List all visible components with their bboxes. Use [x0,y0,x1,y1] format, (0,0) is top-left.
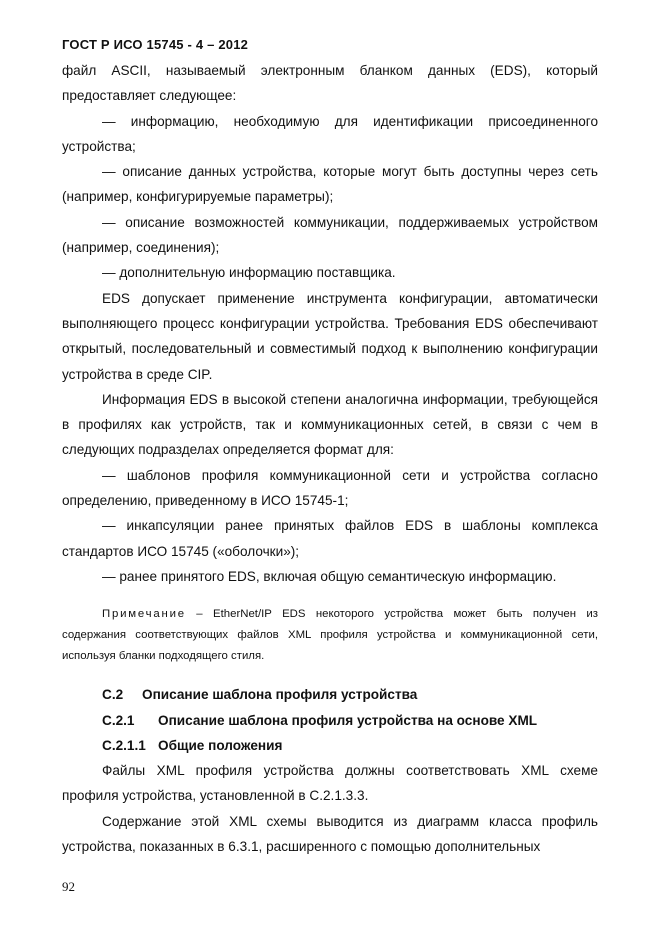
note-text: – EtherNet/IP EDS некоторого устройства может быть получен из содержания соответствующих файлов XML профиля устройства и коммуникационной сети, используя бланки подходящего стиля. [62,608,598,663]
list-item: — описание возможностей коммуникации, поддерживаемых устройством (например, соединения); [62,214,598,256]
xml-files-paragraph: Файлы XML профиля устройства должны соответствовать XML схеме профиля устройства, установленной в C.2.1.3.3. [62,763,598,804]
section-title: Описание шаблона профиля устройства [142,687,418,703]
eds-info-paragraph: Информация EDS в высокой степени аналогична информации, требующейся в профилях как устройств, так и коммуникационных сетей, в связи с чем в следующих подразделах определяется формат для: [62,391,598,458]
section-title: Описание шаблона профиля устройства на основе XML [158,712,538,728]
page-number: 92 [62,879,75,894]
section-number: C.2.1.1 [102,737,146,753]
list-item: — шаблонов профиля коммуникационной сети и устройства согласно определению, приведенному в ИСО 15745-1; [62,467,598,509]
list-item: — дополнительную информацию поставщика. [102,265,396,281]
section-title: Общие положения [158,737,283,753]
xml-schema-paragraph: Содержание этой XML схемы выводится из диаграмм класса профиль устройства, показанных в 6.3.1, расширенного с помощью дополнительных [62,813,598,855]
eds-paragraph: EDS допускает применение инструмента конфигурации, автоматически выполняющего процесс конфигурации устройства. Требования EDS обеспечивают открытый, последовательный и совместимый подход к выполнению конфигурации устройства в среде CIP. [62,290,598,382]
list-item: — информацию, необходимую для идентификации присоединенного устройства; [62,113,598,154]
section-number: C.2.1 [102,712,135,728]
page-body [62,58,598,859]
note-label: Примечание [102,608,186,621]
list-item: — инкапсуляции ранее принятых файлов EDS в шаблоны комплекса стандартов ИСО 15745 («оболочки»); [62,518,598,559]
intro-paragraph: файл ASCII, называемый электронным бланком данных (EDS), который предоставляет следующее: [62,63,598,104]
section-heading-c2 [62,682,598,707]
list-item: — ранее принятого EDS, включая общую семантическую информацию. [102,568,557,584]
list-item: — описание данных устройства, которые могут быть доступны через сеть (например, конфигурируемые параметры); [62,164,598,205]
section-heading-c21 [62,708,598,733]
section-number: C.2 [102,687,124,703]
section-heading-c211 [62,733,598,758]
note-block [62,604,598,667]
document-header: ГОСТ Р ИСО 15745 - 4 – 2012 [62,37,249,52]
